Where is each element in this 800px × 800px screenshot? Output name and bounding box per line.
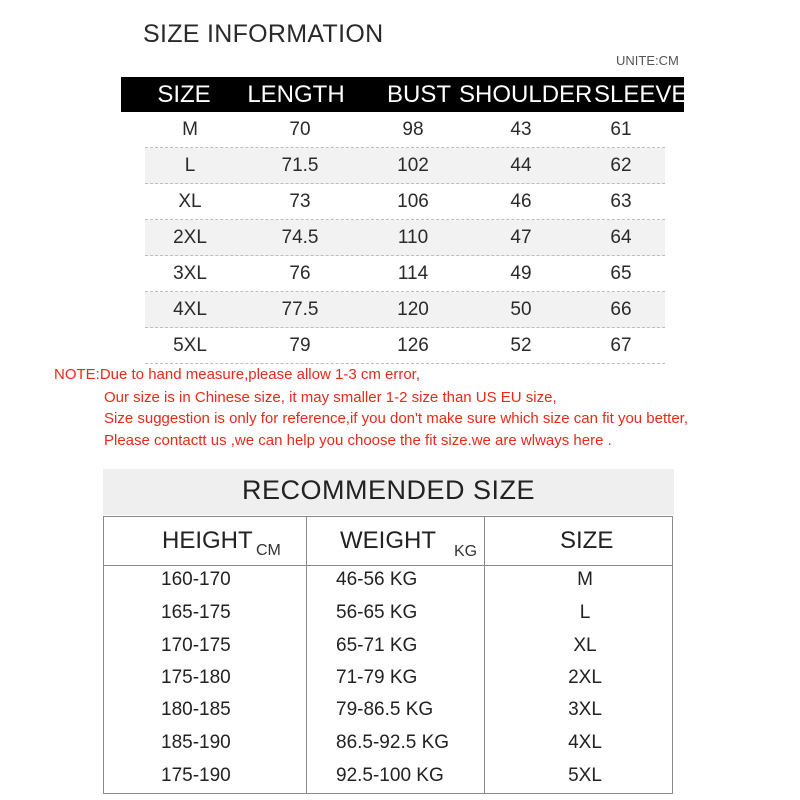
cell-sleeve: 62 bbox=[610, 155, 632, 176]
cell-size: XL bbox=[178, 191, 202, 212]
cell-height: 175-190 bbox=[161, 765, 231, 786]
cell-size: L bbox=[579, 602, 591, 623]
cell-weight: 92.5-100 KG bbox=[336, 765, 444, 786]
cell-sleeve: 64 bbox=[610, 227, 632, 248]
recommended-size-table bbox=[103, 516, 673, 794]
header-size: SIZE bbox=[560, 527, 614, 554]
cell-sleeve: 66 bbox=[610, 299, 632, 320]
cell-size: M bbox=[577, 569, 593, 590]
cell-bust: 106 bbox=[397, 191, 429, 212]
recommended-title-bar bbox=[103, 469, 674, 515]
cell-shoulder: 46 bbox=[510, 191, 532, 212]
header-shoulder: SHOULDER bbox=[459, 81, 593, 108]
size-row bbox=[145, 328, 665, 364]
cell-height: 185-190 bbox=[161, 732, 231, 753]
cell-size: 5XL bbox=[173, 335, 207, 356]
cell-length: 74.5 bbox=[281, 227, 319, 248]
cell-bust: 126 bbox=[397, 335, 429, 356]
note-line: NOTE:Due to hand measure,please allow 1-3 cm error, bbox=[54, 366, 420, 383]
cell-sleeve: 67 bbox=[610, 335, 632, 356]
size-table-header bbox=[121, 77, 688, 112]
cell-bust: 102 bbox=[397, 155, 429, 176]
cell-size: 4XL bbox=[568, 732, 602, 753]
cell-sleeve: 65 bbox=[610, 263, 632, 284]
cell-shoulder: 50 bbox=[510, 299, 532, 320]
cell-weight: 46-56 KG bbox=[336, 569, 418, 590]
cell-weight: 65-71 KG bbox=[336, 635, 418, 656]
cell-shoulder: 52 bbox=[510, 335, 532, 356]
cell-bust: 98 bbox=[402, 119, 424, 140]
recommended-title: RECOMMENDED SIZE bbox=[241, 475, 536, 505]
cell-size: 4XL bbox=[173, 299, 207, 320]
cell-height: 170-175 bbox=[161, 635, 231, 656]
size-row bbox=[145, 220, 665, 256]
cell-size: 3XL bbox=[568, 699, 602, 720]
cell-height: 180-185 bbox=[161, 699, 231, 720]
header-length: LENGTH bbox=[247, 81, 345, 108]
size-row bbox=[145, 256, 665, 292]
header-weight-unit: KG bbox=[454, 543, 478, 560]
cell-shoulder: 43 bbox=[510, 119, 532, 140]
size-row bbox=[145, 184, 665, 220]
size-row bbox=[145, 292, 665, 328]
size-row bbox=[145, 148, 665, 184]
cell-sleeve: 63 bbox=[610, 191, 632, 212]
header-height-unit: CM bbox=[256, 542, 281, 559]
cell-height: 165-175 bbox=[161, 602, 231, 623]
cell-bust: 110 bbox=[397, 227, 429, 248]
cell-size: 2XL bbox=[173, 227, 207, 248]
cell-length: 76 bbox=[289, 263, 311, 284]
cell-height: 160-170 bbox=[161, 569, 231, 590]
cell-length: 77.5 bbox=[281, 299, 319, 320]
cell-weight: 71-79 KG bbox=[336, 667, 418, 688]
cell-size: L bbox=[184, 155, 196, 176]
note-line: Size suggestion is only for reference,if you don't make sure which size can fit you better, bbox=[104, 410, 688, 427]
cell-length: 73 bbox=[289, 191, 311, 212]
cell-size: 5XL bbox=[568, 765, 602, 786]
cell-length: 71.5 bbox=[281, 155, 319, 176]
cell-size: 2XL bbox=[568, 667, 602, 688]
cell-size: XL bbox=[573, 635, 597, 656]
cell-bust: 114 bbox=[397, 263, 429, 284]
size-row bbox=[145, 112, 665, 148]
cell-size: 3XL bbox=[173, 263, 207, 284]
cell-shoulder: 44 bbox=[510, 155, 532, 176]
note-line: Our size is in Chinese size, it may smaller 1-2 size than US EU size, bbox=[104, 389, 557, 406]
page-title: SIZE INFORMATION bbox=[143, 20, 384, 48]
header-sleeve: SLEEVE bbox=[594, 81, 688, 108]
cell-size: M bbox=[182, 119, 198, 140]
cell-shoulder: 47 bbox=[510, 227, 532, 248]
header-bust: BUST bbox=[386, 81, 451, 108]
cell-weight: 79-86.5 KG bbox=[336, 699, 434, 720]
unit-label: UNITE:CM bbox=[616, 53, 679, 68]
cell-weight: 86.5-92.5 KG bbox=[336, 732, 450, 753]
header-size: SIZE bbox=[157, 81, 211, 108]
header-height: HEIGHT bbox=[162, 527, 253, 554]
header-weight: WEIGHT bbox=[340, 527, 436, 554]
cell-bust: 120 bbox=[397, 299, 429, 320]
cell-weight: 56-65 KG bbox=[336, 602, 418, 623]
cell-height: 175-180 bbox=[161, 667, 231, 688]
cell-length: 79 bbox=[289, 335, 311, 356]
note-line: Please contactt us ,we can help you choose the fit size.we are wlways here . bbox=[104, 432, 612, 449]
cell-sleeve: 61 bbox=[610, 119, 632, 140]
cell-shoulder: 49 bbox=[510, 263, 532, 284]
cell-length: 70 bbox=[289, 119, 311, 140]
